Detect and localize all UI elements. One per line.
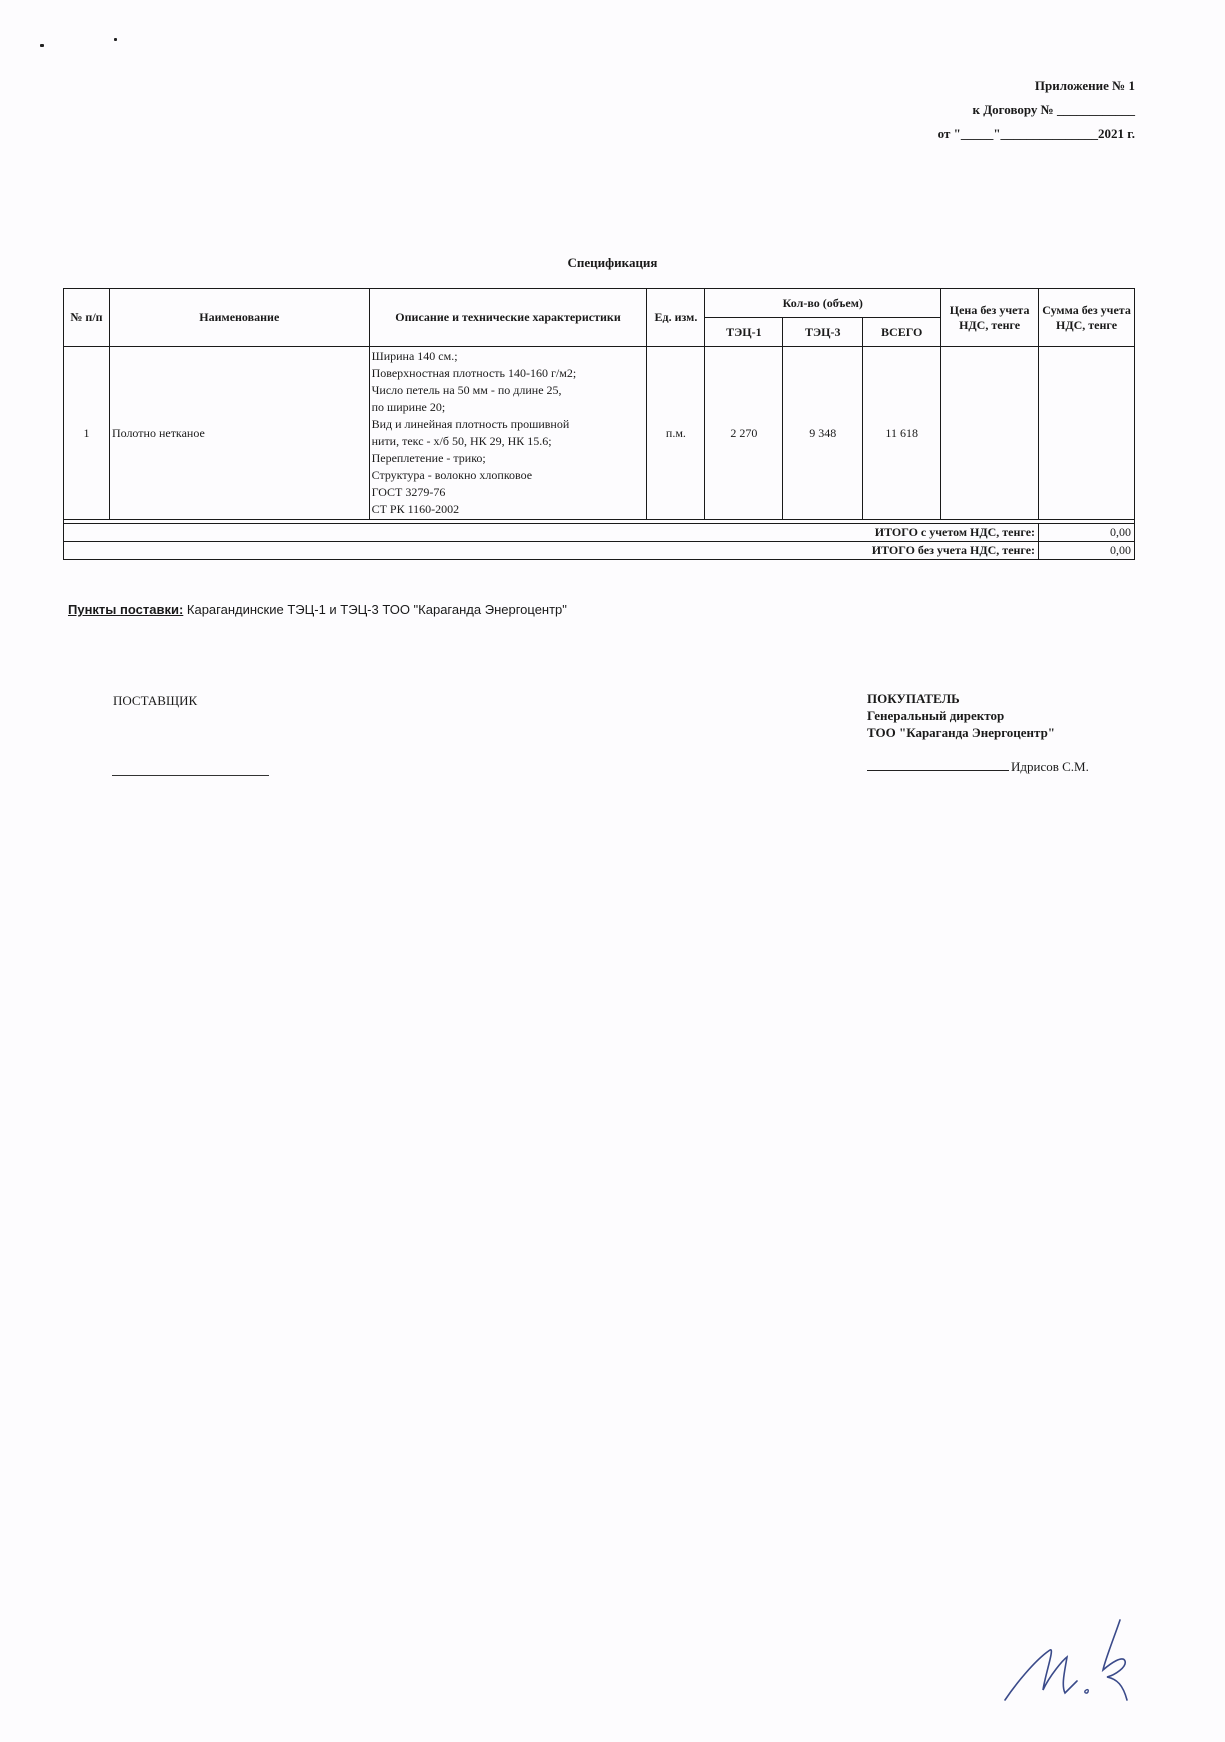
header-name: Наименование <box>109 289 369 347</box>
row-name: Полотно нетканое <box>109 347 369 520</box>
contract-reference: к Договору № ____________ <box>972 102 1135 117</box>
row-sum <box>1039 347 1135 520</box>
row-description <box>369 347 647 520</box>
description-line: СТ РК 1160-2002 <box>371 502 460 516</box>
delivery-points <box>68 602 567 617</box>
header-num: № п/п <box>64 289 110 347</box>
row-unit: п.м. <box>647 347 705 520</box>
delivery-text: Карагандинские ТЭЦ-1 и ТЭЦ-3 ТОО "Караганда Энергоцентр" <box>183 602 567 617</box>
buyer-block <box>867 690 1055 741</box>
total-row-with-vat <box>64 524 1135 542</box>
description-line: Переплетение - трико; <box>371 451 486 465</box>
header-sum: Сумма без учета НДС, тенге <box>1039 289 1135 347</box>
header-description: Описание и технические характеристики <box>369 289 647 347</box>
appendix-header <box>938 74 1135 146</box>
description-line: Структура - волокно хлопковое <box>371 468 533 482</box>
row-tec3: 9 348 <box>783 347 863 520</box>
specification-table <box>63 288 1135 560</box>
description-line: ГОСТ 3279-76 <box>371 485 446 499</box>
buyer-title: ПОКУПАТЕЛЬ <box>867 691 960 706</box>
description-line: нити, текс - х/б 50, НК 29, НК 15.6; <box>371 434 552 448</box>
row-num: 1 <box>64 347 110 520</box>
buyer-company: ТОО "Караганда Энергоцентр" <box>867 725 1056 740</box>
appendix-number: Приложение № 1 <box>1034 78 1135 93</box>
buyer-signature <box>867 759 1089 775</box>
supplier-title: ПОСТАВЩИК <box>113 693 198 708</box>
total-without-vat-value: 0,00 <box>1039 542 1135 560</box>
buyer-signatory: Идрисов С.М. <box>1011 759 1089 774</box>
total-with-vat-value: 0,00 <box>1039 524 1135 542</box>
document-title: Спецификация <box>567 255 658 270</box>
total-row-without-vat <box>64 542 1135 560</box>
total-with-vat-label: ИТОГО с учетом НДС, тенге: <box>64 524 1039 542</box>
table-row <box>64 347 1135 520</box>
row-price <box>941 347 1039 520</box>
total-without-vat-label: ИТОГО без учета НДС, тенге: <box>64 542 1039 560</box>
description-line: Вид и линейная плотность прошивной <box>371 417 570 431</box>
table-header-row <box>64 289 1135 318</box>
row-total: 11 618 <box>863 347 941 520</box>
scan-mark <box>40 44 44 47</box>
header-price: Цена без учета НДС, тенге <box>941 289 1039 347</box>
header-unit: Ед. изм. <box>647 289 705 347</box>
buyer-signature-line <box>867 770 1009 771</box>
handwritten-initials <box>995 1605 1145 1715</box>
delivery-label: Пункты поставки: <box>68 602 184 617</box>
row-tec1: 2 270 <box>705 347 783 520</box>
buyer-position: Генеральный директор <box>867 708 1005 723</box>
description-line: по ширине 20; <box>371 400 446 414</box>
description-line: Ширина 140 см.; <box>371 349 458 363</box>
scan-mark <box>114 38 117 41</box>
header-quantity-group: Кол-во (объем) <box>705 289 941 318</box>
header-tec3: ТЭЦ-3 <box>783 318 863 347</box>
contract-date: от "_____"_______________2021 г. <box>937 126 1135 141</box>
description-line: Поверхностная плотность 140-160 г/м2; <box>371 366 577 380</box>
header-tec1: ТЭЦ-1 <box>705 318 783 347</box>
header-total: ВСЕГО <box>863 318 941 347</box>
description-line: Число петель на 50 мм - по длине 25, <box>371 383 562 397</box>
supplier-signature-line <box>112 775 269 776</box>
